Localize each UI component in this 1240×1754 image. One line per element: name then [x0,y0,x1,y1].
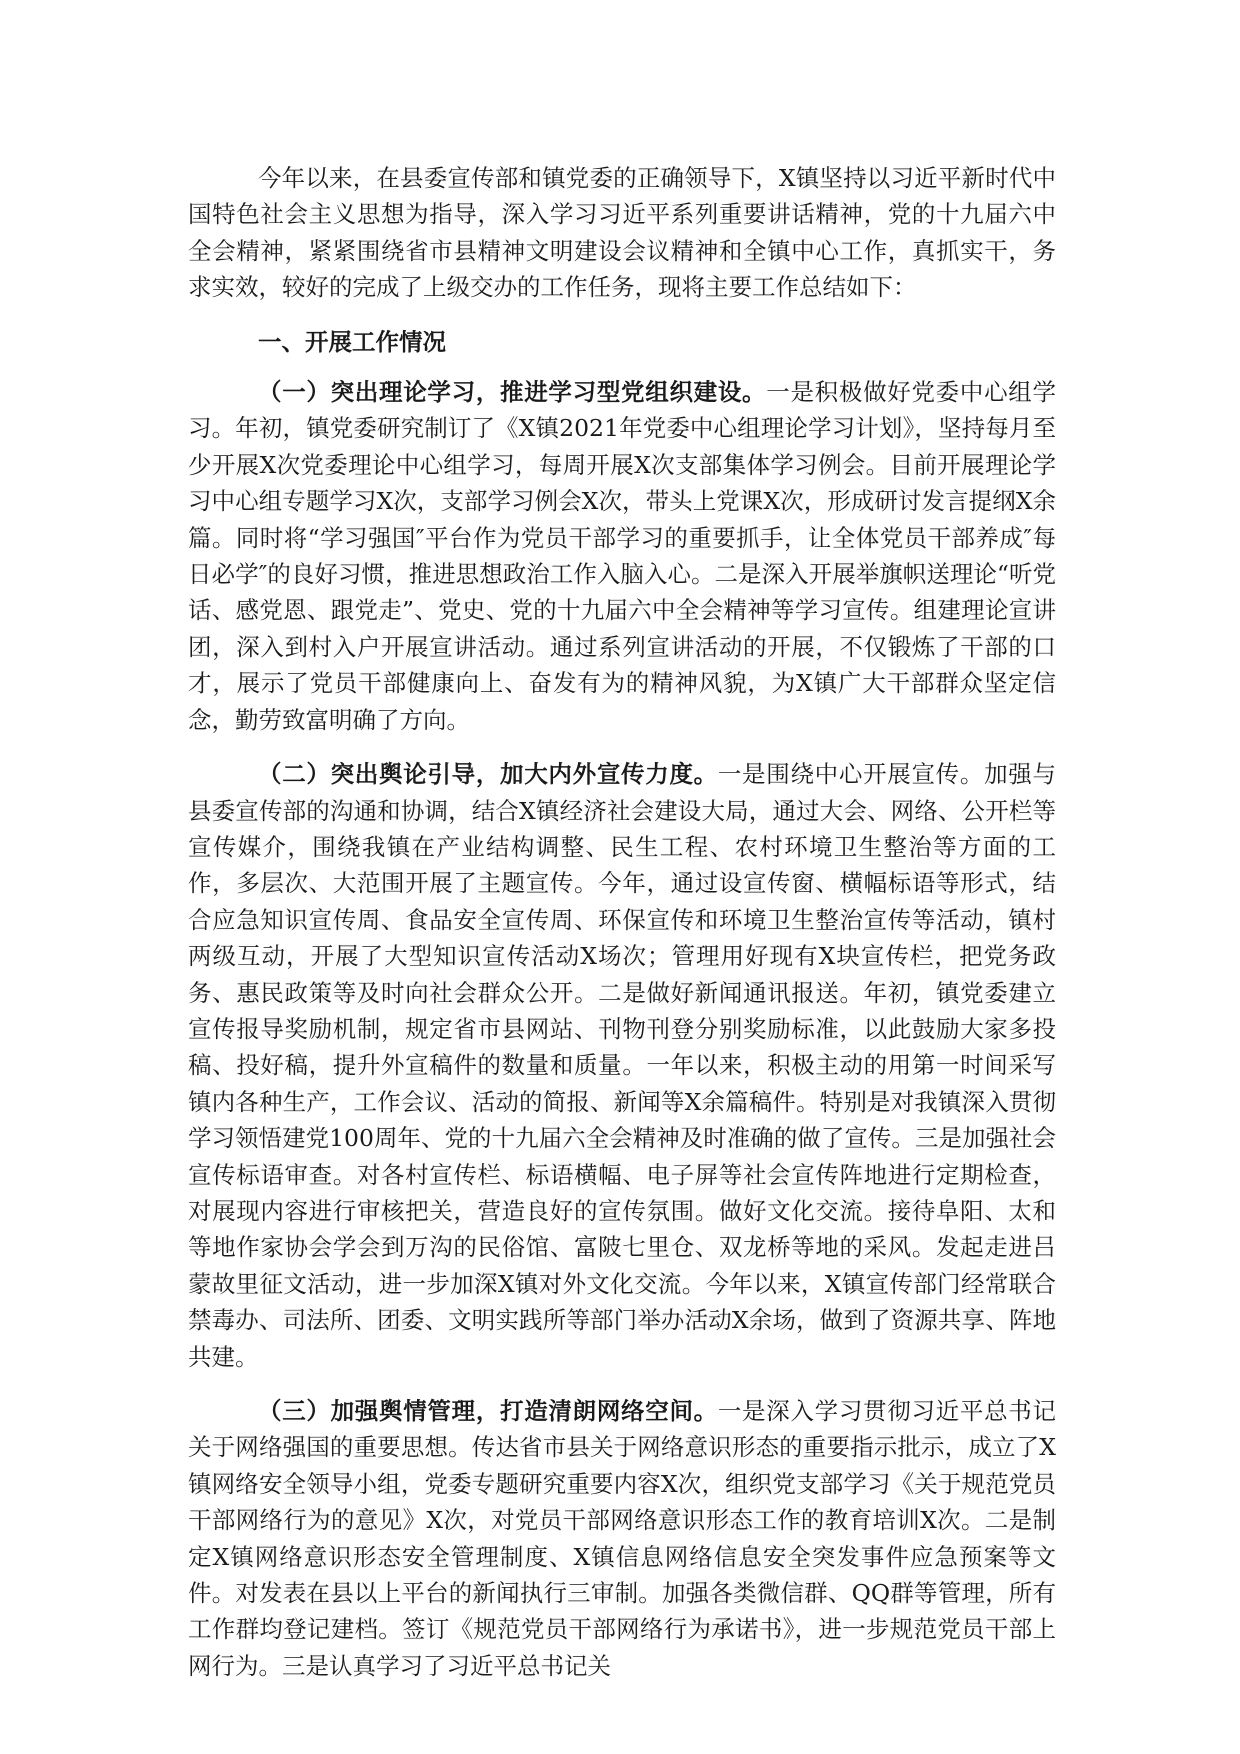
section-lead-public-opinion: （二）突出舆论引导，加大内外宣传力度。 [258,760,718,789]
intro-paragraph: 今年以来，在县委宣传部和镇党委的正确领导下，X镇坚持以习近平新时代中国特色社会主义思想为指导，深入学习习近平系列重要讲话精神，党的十九届六中全会精神，紧紧围绕省市县精神文明建设会议精神和全镇中心工作，真抓实干，务求实效，较好的完成了上级交办的工作任务，现将主要工作总结如下： [188,164,1056,302]
section-body-public-opinion: 一是围绕中心开展宣传。加强与县委宣传部的沟通和协调，结合X镇经济社会建设大局，通过大会、网络、公开栏等宣传媒介，围绕我镇在产业结构调整、民生工程、农村环境卫生整治等方面的工作，多层次、大范围开展了主题宣传。今年，通过设宣传窗、横幅标语等形式，结合应急知识宣传周、食品安全宣传周、环保宣传和环境卫生整治宣传等活动，镇村两级互动，开展了大型知识宣传活动X场次；管理用好现有X块宣传栏，把党务政务、惠民政策等及时向社会群众公开。二是做好新闻通讯报送。年初，镇党委建立宣传报导奖励机制，规定省市县网站、刊物刊登分别奖励标准，以此鼓励大家多投稿、投好稿，提升外宣稿件的数量和质量。一年以来，积极主动的用第一时间采写镇内各种生产，工作会议、活动的简报、新闻等X余篇稿件。特别是对我镇深入贯彻学习领悟建党100周年、党的十九届六全会精神及时准确的做了宣传。三是加强社会宣传标语审查。对各村宣传栏、标语横幅、电子屏等社会宣传阵地进行定期检查，对展现内容进行审核把关，营造良好的宣传氛围。做好文化交流。接待阜阳、太和等地作家协会学会到万沟的民俗馆、富陂七里仓、双龙桥等地的采风。发起走进吕蒙故里征文活动，进一步加深X镇对外文化交流。今年以来，X镇宣传部门经常联合禁毒办、司法所、团委、文明实践所等部门举办活动X余场，做到了资源共享、阵地共建。 [188,760,1056,1371]
section-body-theory-study: 一是积极做好党委中心组学习。年初，镇党委研究制订了《X镇2021年党委中心组理论学习计划》，坚持每月至少开展X次党委理论中心组学习，每周开展X次支部集体学习例会。目前开展理论学习中心组专题学习X次，支部学习例会X次，带头上党课X次，形成研讨发言提纲X余篇。同时将“学习强国″平台作为党员干部学习的重要抓手，让全体党员干部养成″每日必学″的良好习惯，推进思想政治工作入脑入心。二是深入开展举旗帜送理论“听党话、感党恩、跟党走”、党史、党的十九届六中全会精神等学习宣传。组建理论宣讲团，深入到村入户开展宣讲活动。通过系列宣讲活动的开展，不仅锻炼了干部的口才，展示了党员干部健康向上、奋发有为的精神风貌，为X镇广大干部群众坚定信念，勤劳致富明确了方向。 [188,378,1056,734]
section-body-network-management: 一是深入学习贯彻习近平总书记关于网络强国的重要思想。传达省市县关于网络意识形态的重要指示批示，成立了X镇网络安全领导小组，党委专题研究重要内容X次，组织党支部学习《关于规范党员干部网络行为的意见》X次，对党员干部网络意识形态工作的教育培训X次。二是制定X镇网络意识形态安全管理制度、X镇信息网络信息安全突发事件应急预案等文件。对发表在县以上平台的新闻执行三审制。加强各类微信群、QQ群等管理，所有工作群均登记建档。签订《规范党员干部网络行为承诺书》，进一步规范党员干部上网行为。三是认真学习了习近平总书记关 [188,1397,1056,1680]
section-paragraph-public-opinion [188,756,1056,1375]
section-paragraph-theory-study [188,374,1056,738]
section-paragraph-network-management [188,1393,1056,1684]
section-lead-theory-study: （一）突出理论学习，推进学习型党组织建设。 [258,378,767,407]
section-heading-work-status: 一、开展工作情况 [258,327,446,356]
section-lead-network-management: （三）加强舆情管理，打造清朗网络空间。 [258,1397,718,1425]
document-page [188,160,1056,1684]
